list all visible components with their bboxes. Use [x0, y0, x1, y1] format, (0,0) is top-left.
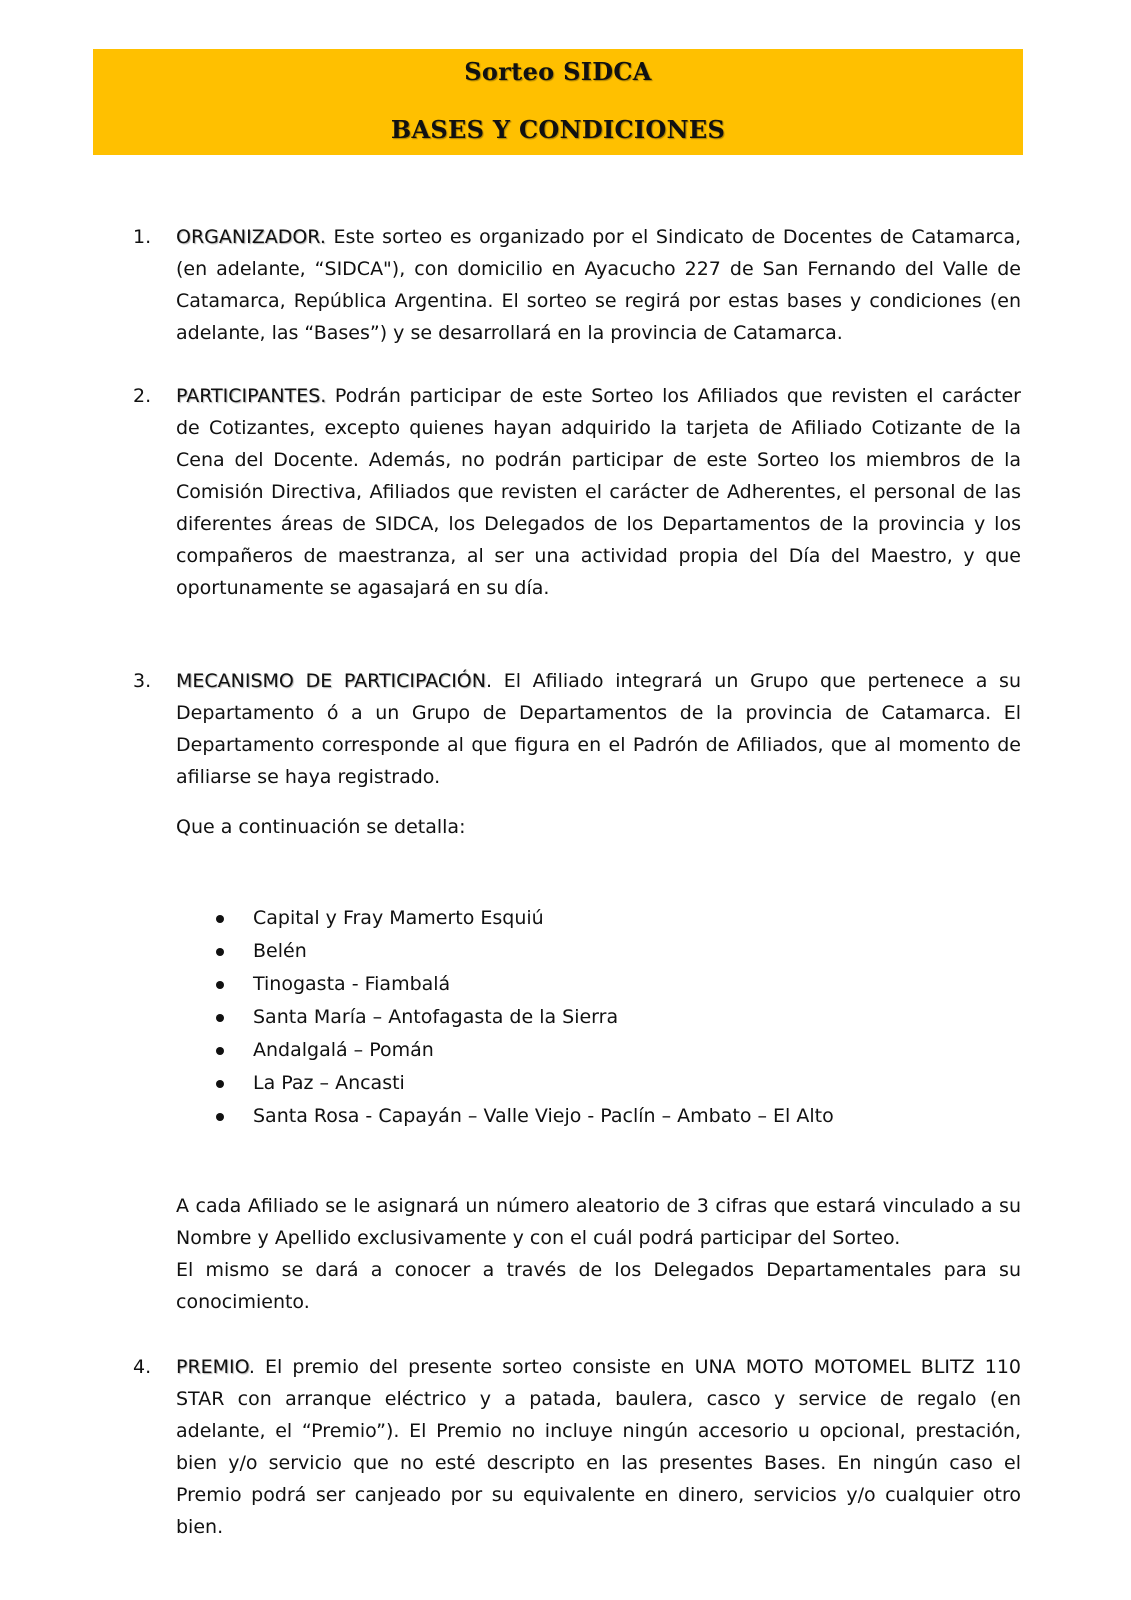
list-item: Belén — [206, 935, 834, 968]
list-item: Tinogasta - Fiambalá — [206, 968, 834, 1001]
section-heading: ORGANIZADOR. — [176, 226, 326, 248]
document-title: Sorteo SIDCA — [464, 57, 652, 86]
section-number: 1. — [133, 226, 152, 248]
section-organizador — [133, 221, 1021, 349]
section-body — [176, 1351, 1021, 1543]
section-number: 3. — [133, 670, 152, 692]
section-body — [176, 221, 1021, 349]
section-text: . El premio del presente sorteo consiste en UNA MOTO MOTOMEL BLITZ 110 STAR con arranque eléctrico y a patada, baulera, casco y service de regalo (en adelante, el “Premio”). El Premio no incluye ningún accesorio u opcional, prestación, bien y/o servicio que no esté descripto en las presentes Bases. En ningún caso el Premio podrá ser canjeado por su equivalente en dinero, servicios y/o cualquier otro bien. — [176, 1356, 1021, 1538]
bullet-icon — [216, 981, 224, 989]
bullet-icon — [216, 948, 224, 956]
section-body — [176, 380, 1021, 604]
section-body — [176, 665, 1021, 793]
section-heading: MECANISMO DE PARTICIPACIÓN — [176, 670, 486, 692]
section-premio — [133, 1351, 1021, 1543]
list-item: La Paz – Ancasti — [206, 1067, 834, 1100]
title-banner — [93, 49, 1023, 155]
section-participantes — [133, 380, 1021, 604]
bullet-icon — [216, 915, 224, 923]
list-item: Santa María – Antofagasta de la Sierra — [206, 1001, 834, 1034]
bullet-icon — [216, 1113, 224, 1121]
section-text: Podrán participar de este Sorteo los Afiliados que revisten el carácter de Cotizantes, excepto quienes hayan adquirido la tarjeta de Afiliado Cotizante de la Cena del Docente. Además, no podrán participar de este Sorteo los miembros de la Comisión Directiva, Afiliados que revisten el carácter de Adherentes, el personal de las diferentes áreas de SIDCA, los Delegados de los Departamentos de la provincia y los compañeros de maestranza, al ser una actividad propia del Día del Maestro, y que oportunamente se agasajará en su día. — [176, 385, 1021, 599]
bullet-icon — [216, 1080, 224, 1088]
section-number: 2. — [133, 385, 152, 407]
list-item: Santa Rosa - Capayán – Valle Viejo - Paclín – Ambato – El Alto — [206, 1100, 834, 1133]
department-groups-list — [206, 902, 834, 1133]
bullet-icon — [216, 1014, 224, 1022]
section-heading: PARTICIPANTES. — [176, 385, 327, 407]
section-text: . El Afiliado integrará un Grupo que pertenece a su Departamento ó a un Grupo de Departamentos de la provincia de Catamarca. El Departamento corresponde al que figura en el Padrón de Afiliados, que al momento de afiliarse se haya registrado. — [176, 670, 1021, 788]
section-number: 4. — [133, 1356, 152, 1378]
section-text: Este sorteo es organizado por el Sindicato de Docentes de Catamarca, (en adelante, “SIDCA"), con domicilio en Ayacucho 227 de San Fernando del Valle de Catamarca, República Argentina. El sorteo se regirá por estas bases y condiciones (en adelante, las “Bases”) y se desarrollará en la provincia de Catamarca. — [176, 226, 1021, 344]
list-item: Andalgalá – Pomán — [206, 1034, 834, 1067]
number-assignment-paragraph: A cada Afiliado se le asignará un número aleatorio de 3 cifras que estará vinculado a su Nombre y Apellido exclusivamente y con el cuál podrá participar del Sorteo. — [176, 1195, 1021, 1249]
bullet-icon — [216, 1047, 224, 1055]
list-intro: Que a continuación se detalla: — [176, 816, 466, 838]
section-mecanismo — [133, 665, 1021, 793]
list-item: Capital y Fray Mamerto Esquiú — [206, 902, 834, 935]
delegates-paragraph: El mismo se dará a conocer a través de los Delegados Departamentales para su conocimiento. — [176, 1259, 1021, 1313]
document-subtitle: BASES Y CONDICIONES — [390, 115, 726, 144]
section-heading: PREMIO — [176, 1356, 249, 1378]
